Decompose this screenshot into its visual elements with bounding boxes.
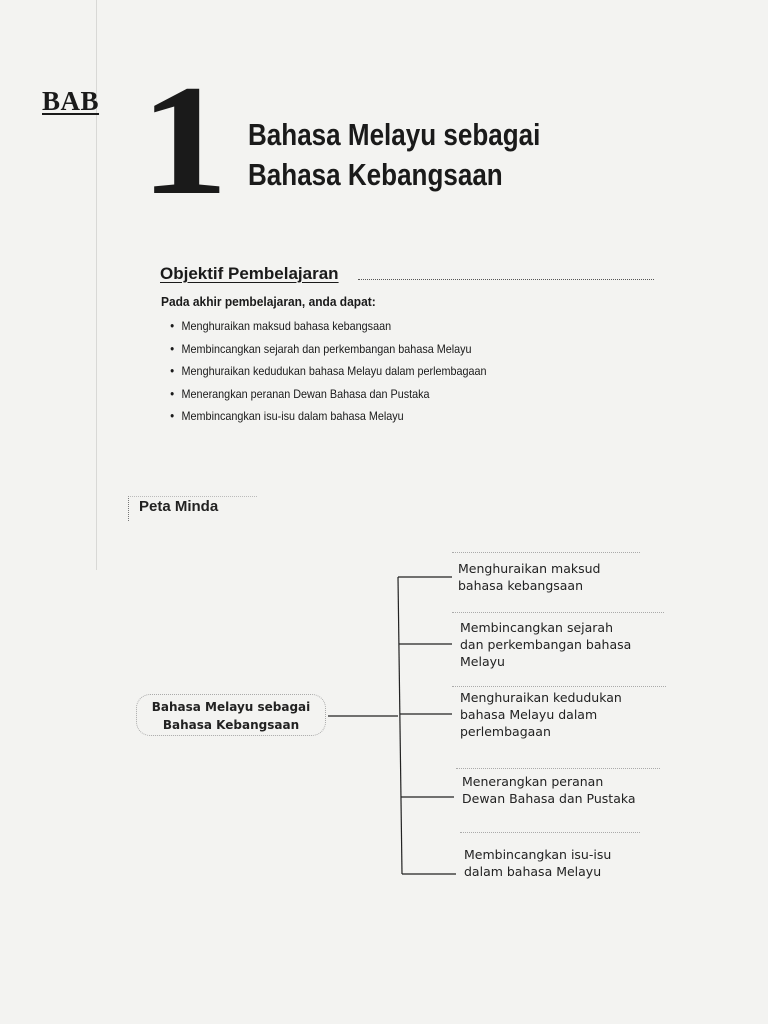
objective-item: ● Menghuraikan kedudukan bahasa Melayu dalam perlembagaan [170,363,487,386]
branch-line: Menghuraikan maksud [458,561,601,576]
mind-map-branch [464,846,664,880]
chapter-number: 1 [140,53,229,228]
objectives-heading: Objektif Pembelajaran [160,264,339,283]
branch-line: Membincangkan isu-isu [464,847,612,862]
branch-line: Membincangkan sejarah [460,620,614,635]
branch-box-top-rule [456,768,660,769]
trunk-line [398,577,402,874]
branch-box-top-rule [460,832,640,833]
branch-line: Melayu [460,654,505,669]
branch-box-top-rule [452,686,666,687]
mind-map-branch [460,689,660,740]
chapter-title-line: Bahasa Kebangsaan [248,157,503,192]
branch-line: dalam bahasa Melayu [464,864,602,879]
branch-box-top-rule [452,552,640,553]
objective-item: ● Membincangkan isu-isu dalam bahasa Melayu [170,408,487,431]
mind-map-branch [460,619,660,670]
branch-line: bahasa kebangsaan [458,578,584,593]
root-node-line: Bahasa Kebangsaan [162,718,300,732]
mind-map-heading: Peta Minda [139,498,219,515]
branch-line: Menghuraikan kedudukan [460,690,622,705]
objective-item: ● Menghuraikan maksud bahasa kebangsaan [170,318,487,341]
chapter-label: BAB [42,86,100,116]
branch-line: perlembagaan [460,724,551,739]
branch-box-top-rule [452,612,664,613]
objective-item: ● Menerangkan peranan Dewan Bahasa dan Pustaka [170,386,487,409]
mind-map-branch [458,560,658,594]
branch-line: Dewan Bahasa dan Pustaka [462,791,636,806]
objectives-intro: Pada akhir pembelajaran, anda dapat: [161,294,376,309]
branch-line: bahasa Melayu dalam [460,707,598,722]
branch-line: Menerangkan peranan [462,774,604,789]
root-node-line: Bahasa Melayu sebagai [151,700,311,714]
objective-item: ● Membincangkan sejarah dan perkembangan bahasa Melayu [170,341,487,364]
chapter-title-line: Bahasa Melayu sebagai [248,117,541,152]
branch-line: dan perkembangan bahasa [460,637,632,652]
mind-map-branch [462,773,662,807]
